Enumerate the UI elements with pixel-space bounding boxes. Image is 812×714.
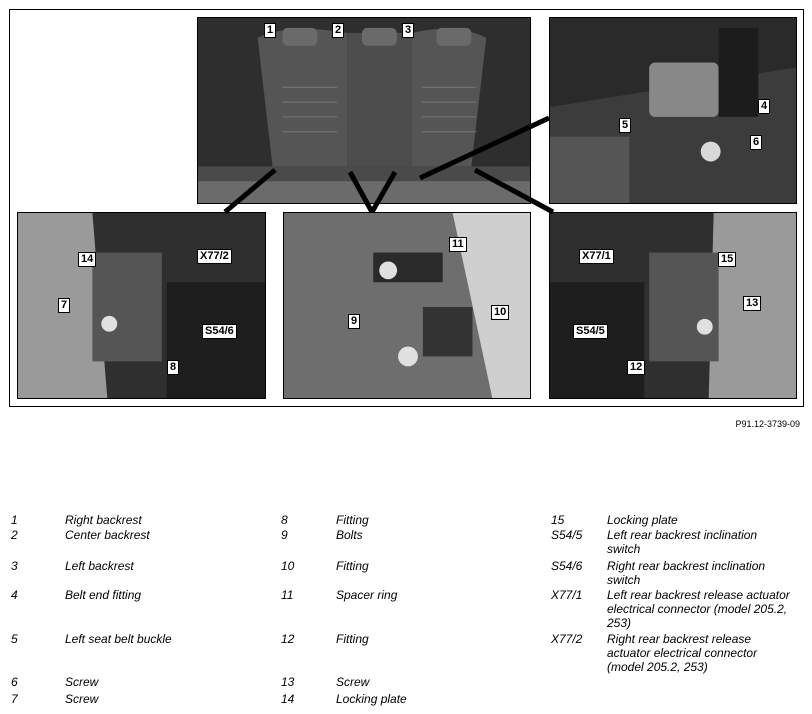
callout-9: 9: [348, 314, 360, 329]
legend-desc: Fitting: [336, 632, 369, 646]
legend-num: S54/6: [551, 559, 583, 573]
callout-13: 13: [743, 296, 761, 311]
legend-num: 6: [11, 675, 18, 689]
legend-num: X77/1: [551, 588, 583, 602]
legend-desc: Screw: [336, 675, 370, 689]
callout-4: 4: [758, 99, 770, 114]
legend-desc: Right backrest: [65, 513, 142, 527]
rear-seat-photo: [197, 17, 531, 204]
callout-2: 2: [332, 23, 344, 38]
legend-desc: Locking plate: [607, 513, 678, 527]
callout-7: 7: [58, 298, 70, 313]
callout-14: 14: [78, 252, 96, 267]
callout-1: 1: [264, 23, 276, 38]
legend-num: 2: [11, 528, 18, 542]
legend-desc: Left seat belt buckle: [65, 632, 172, 646]
legend-desc: Right rear backrest release actuator electrical connector (model 205.2, 253): [607, 632, 758, 674]
legend-num: S54/5: [551, 528, 583, 542]
legend-num: 11: [281, 588, 294, 602]
legend-num: 5: [11, 632, 18, 646]
legend-num: 14: [281, 692, 295, 706]
legend-desc: Right rear backrest inclination switch: [607, 559, 766, 587]
callout-11: 11: [449, 237, 467, 252]
legend-desc: Left rear backrest release actuator electrical connector (model 205.2, 253): [607, 588, 790, 630]
legend-desc: Bolts: [336, 528, 363, 542]
legend-desc: Spacer ring: [336, 588, 398, 602]
callout-12: 12: [627, 360, 645, 375]
legend-desc: Fitting: [336, 513, 369, 527]
figure-id: P91.12-3739-09: [735, 419, 800, 429]
legend-num: X77/2: [551, 632, 583, 646]
legend-desc: Left backrest: [65, 559, 134, 573]
legend-desc: Screw: [65, 675, 99, 689]
callout-10: 10: [491, 305, 509, 320]
legend-desc: Left rear backrest inclination switch: [607, 528, 758, 556]
legend-num: 3: [11, 559, 18, 573]
legend-num: 8: [281, 513, 288, 527]
callout-15: 15: [718, 252, 736, 267]
legend-num: 1: [11, 513, 18, 527]
legend-num: 15: [551, 513, 565, 527]
legend-desc: Locking plate: [336, 692, 407, 706]
legend-num: 10: [281, 559, 295, 573]
callout-x77-1: X77/1: [579, 249, 614, 264]
legend-num: 7: [11, 692, 18, 706]
callout-8: 8: [167, 360, 179, 375]
right-backrest-latch-photo: [17, 212, 266, 399]
legend-num: 4: [11, 588, 18, 602]
callout-6: 6: [750, 135, 762, 150]
callout-3: 3: [402, 23, 414, 38]
callout-s54-6: S54/6: [202, 324, 237, 339]
legend-num: 12: [281, 632, 295, 646]
legend-num: 13: [281, 675, 295, 689]
callout-s54-5: S54/5: [573, 324, 608, 339]
legend-desc: Fitting: [336, 559, 369, 573]
callout-x77-2: X77/2: [197, 249, 232, 264]
legend-desc: Screw: [65, 692, 99, 706]
legend-num: 9: [281, 528, 288, 542]
callout-5: 5: [619, 118, 631, 133]
legend-desc: Center backrest: [65, 528, 150, 542]
legend-desc: Belt end fitting: [65, 588, 142, 602]
